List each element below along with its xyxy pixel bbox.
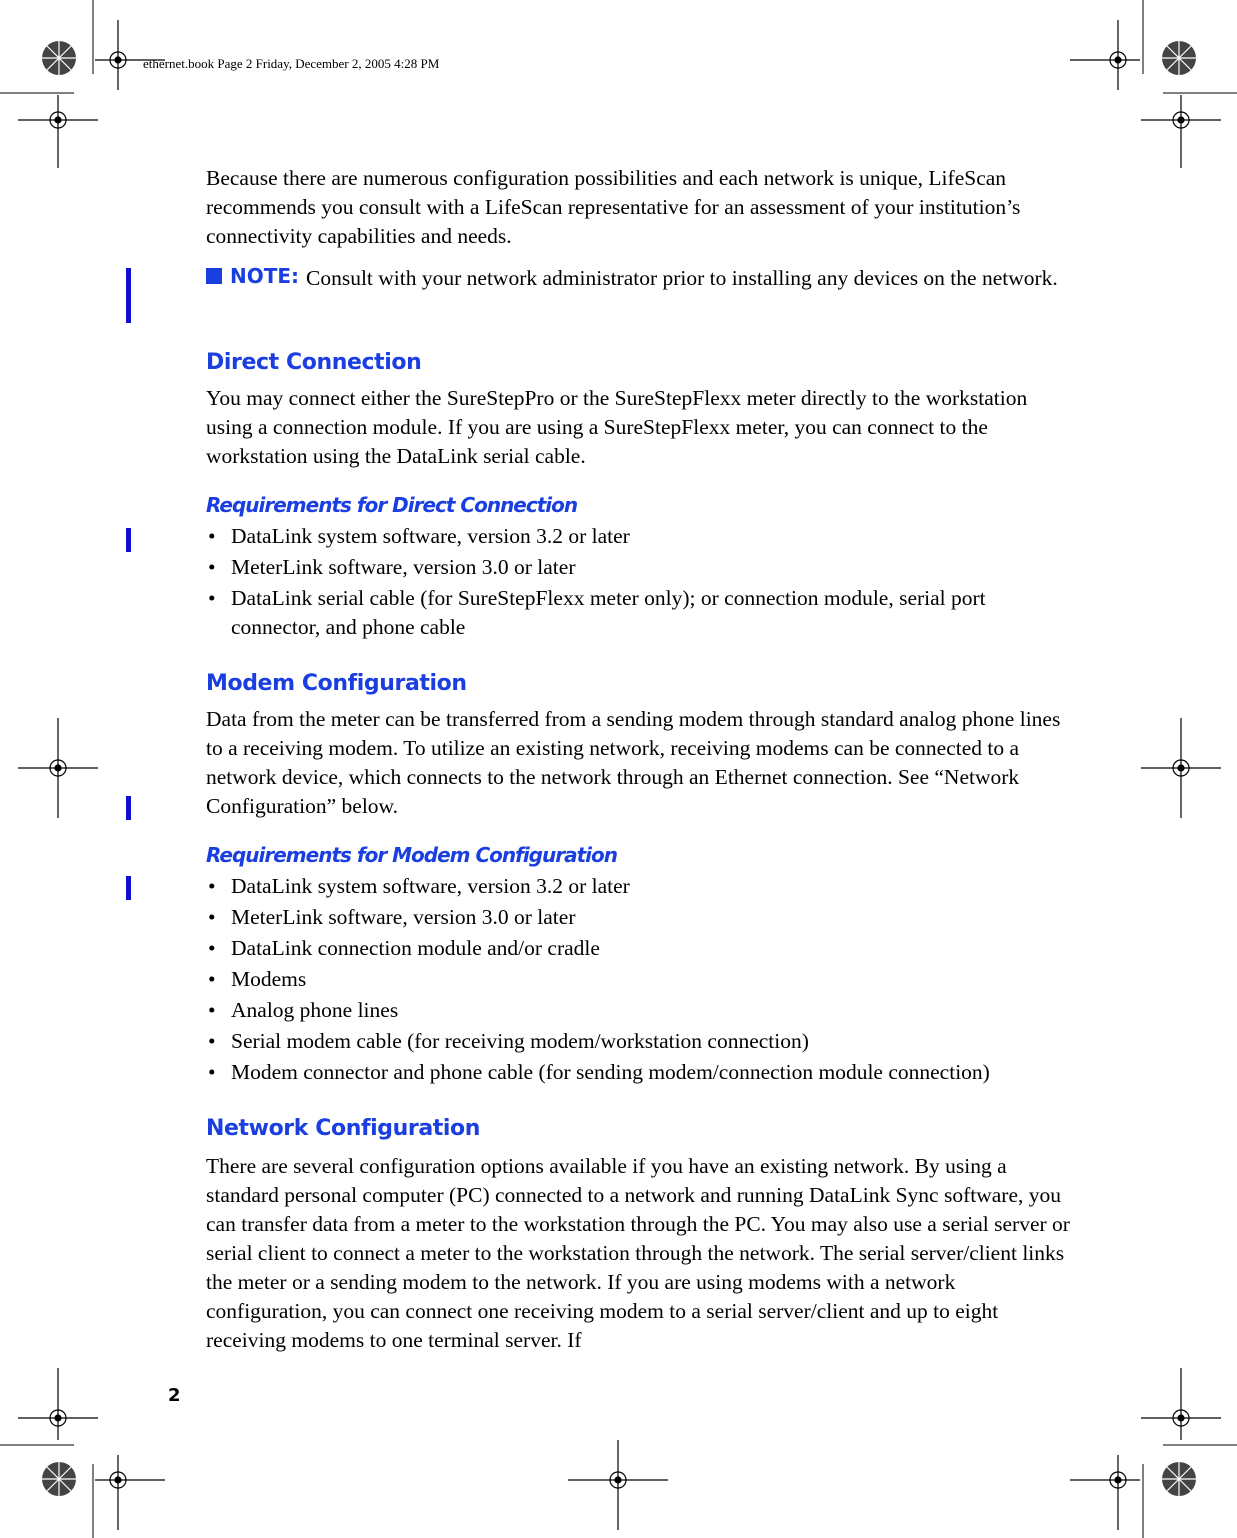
list-item: • DataLink system software, version 3.2 or later [206, 522, 1076, 551]
change-bar [126, 268, 131, 323]
bullet-icon: • [208, 998, 216, 1022]
note-label: NOTE: [230, 264, 300, 288]
direct-connection-paragraph: You may connect either the SureStepPro or the SureStepFlexx meter directly to the workstation using a connection module. If you are using a SureStepFlexx meter, you can connect to the workstation using the DataLink serial cable. [206, 386, 1028, 468]
list-item: • Analog phone lines [206, 996, 1096, 1025]
list-item: • DataLink system software, version 3.2 or later [206, 872, 1096, 901]
bullet-icon: • [208, 1029, 216, 1053]
network-configuration-heading: Network Configuration [206, 1116, 481, 1141]
list-item: • Serial modem cable (for receiving modem/workstation connection) [206, 1027, 1096, 1056]
bullet-icon: • [208, 967, 216, 991]
list-item: • MeterLink software, version 3.0 or later [206, 553, 1076, 582]
change-bar [126, 528, 131, 552]
page-number: 2 [168, 1385, 181, 1406]
list-item: • DataLink connection module and/or cradle [206, 934, 1096, 963]
list-item: • Modem connector and phone cable (for sending modem/connection module connection) [206, 1058, 1096, 1087]
intro-paragraph: Because there are numerous configuration possibilities and each network is unique, LifeScan recommends you consult with a LifeScan representative for an assessment of your institution’s connectivity capabilities and needs. [206, 166, 1021, 248]
direct-connection-heading: Direct Connection [206, 350, 422, 375]
direct-requirements-list [206, 522, 1076, 644]
bullet-icon: • [208, 524, 216, 548]
network-configuration-paragraph: There are several configuration options available if you have an existing network. By using a standard personal computer (PC) connected to a network and running DataLink Sync software, you can transfer data from a meter to the workstation through the PC. You may also use a serial server or serial client to connect a meter to the workstation through the network. The serial server/client links the meter or a sending modem to the network. If you are using modems with a network configuration, you can connect one receiving modem to a serial server/client and up to eight receiving modems to one terminal server. If [206, 1154, 1070, 1352]
bullet-icon: • [208, 905, 216, 929]
note-text: Consult with your network administrator prior to installing any devices on the network. [306, 266, 1058, 290]
modem-configuration-heading: Modem Configuration [206, 671, 467, 696]
modem-requirements-list [206, 872, 1096, 1089]
change-bar [126, 796, 131, 820]
print-stamp: ethernet.book Page 2 Friday, December 2, 2005 4:28 PM [143, 56, 440, 71]
bullet-icon: • [208, 586, 216, 610]
note-square-icon [206, 268, 222, 284]
list-item: • Modems [206, 965, 1096, 994]
list-item: • MeterLink software, version 3.0 or later [206, 903, 1096, 932]
modem-requirements-heading: Requirements for Modem Configuration [206, 843, 617, 867]
bullet-icon: • [208, 1060, 216, 1084]
bullet-icon: • [208, 555, 216, 579]
list-item: • DataLink serial cable (for SureStepFlexx meter only); or connection module, serial port connector, and phone cable [208, 586, 986, 639]
bullet-icon: • [208, 874, 216, 898]
change-bar [126, 876, 131, 900]
direct-requirements-heading: Requirements for Direct Connection [206, 493, 578, 517]
modem-configuration-paragraph: Data from the meter can be transferred from a sending modem through standard analog phone lines to a receiving modem. To utilize an existing network, receiving modems can be connected to a network device, which connects to the network through an Ethernet connection. See “Network Configuration” below. [206, 707, 1061, 818]
bullet-icon: • [208, 936, 216, 960]
